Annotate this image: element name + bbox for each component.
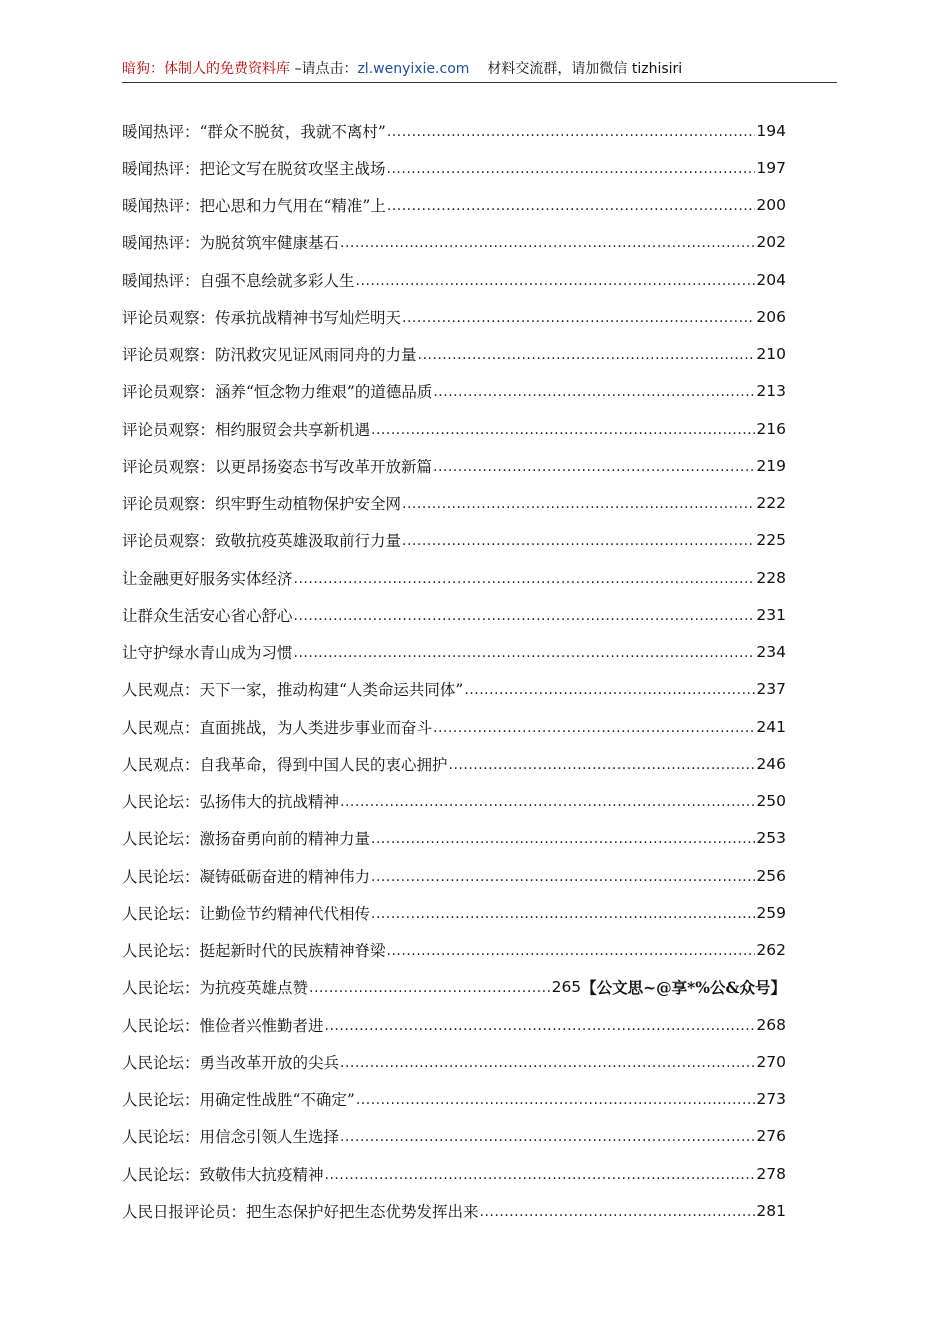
toc-entry[interactable] <box>122 485 786 522</box>
toc-entry-page: 246 <box>756 754 786 773</box>
toc-leader-dots <box>449 757 756 773</box>
toc-entry[interactable] <box>122 149 786 186</box>
toc-entry-title: 评论员观察：以更昂扬姿态书写改革开放新篇 <box>122 457 433 476</box>
toc-entry[interactable] <box>122 783 786 820</box>
toc-entry-page: 270 <box>756 1052 786 1071</box>
toc-leader-dots <box>371 831 755 847</box>
toc-entry-title: 评论员观察：致敬抗疫英雄汲取前行力量 <box>122 532 402 551</box>
toc-leader-dots <box>418 347 756 363</box>
toc-leader-dots <box>387 198 756 214</box>
toc-entry-title: 人民论坛：挺起新时代的民族精神脊梁 <box>122 942 386 961</box>
toc-entry-page: 219 <box>756 456 786 475</box>
toc-entry-title: 让群众生活安心省心舒心 <box>122 606 293 625</box>
toc-entry[interactable] <box>122 559 786 596</box>
page-header <box>122 58 837 83</box>
toc-entry-title: 人民观点：直面挑战，为人类进步事业而奋斗 <box>122 718 433 737</box>
toc-entry[interactable] <box>122 1118 786 1155</box>
toc-entry-title: 让金融更好服务实体经济 <box>122 569 293 588</box>
toc-entry[interactable] <box>122 1192 786 1229</box>
toc-entry-page: 213 <box>756 382 786 401</box>
toc-leader-dots <box>387 943 756 959</box>
toc-entry-page: 228 <box>756 568 786 587</box>
toc-entry-page: 250 <box>756 792 786 811</box>
toc-entry-title: 人民论坛：勇当改革开放的尖兵 <box>122 1053 340 1072</box>
toc-leader-dots <box>402 310 755 326</box>
toc-entry-title: 暖闻热评：把心思和力气用在“精准”上 <box>122 197 386 216</box>
toc-entry-page: 268 <box>756 1015 786 1034</box>
toc-entry-title: 人民论坛：惟俭者兴惟勤者进 <box>122 1016 324 1035</box>
toc-entry[interactable] <box>122 745 786 782</box>
toc-entry[interactable] <box>122 112 786 149</box>
toc-entry-title: 评论员观察：相约服贸会共享新机遇 <box>122 420 371 439</box>
toc-entry-page: 202 <box>756 233 786 252</box>
toc-leader-dots <box>402 496 755 512</box>
toc-entry-page: 259 <box>756 903 786 922</box>
toc-entry-page: 222 <box>756 494 786 513</box>
toc-leader-dots <box>340 794 755 810</box>
toc-entry[interactable] <box>122 596 786 633</box>
toc-entry-page: 237 <box>756 680 786 699</box>
toc-entry-title: 暖闻热评：为脱贫筑牢健康基石 <box>122 234 340 253</box>
toc-entry[interactable] <box>122 336 786 373</box>
toc-leader-dots <box>356 1092 756 1108</box>
toc-entry[interactable] <box>122 522 786 559</box>
toc-entry-page: 281 <box>756 1201 786 1220</box>
toc-leader-dots <box>402 533 755 549</box>
toc-entry-title: 人民论坛：用确定性战胜“不确定” <box>122 1091 355 1110</box>
toc-entry[interactable] <box>122 298 786 335</box>
toc-leader-dots <box>309 980 551 996</box>
toc-entry-page: 197 <box>756 158 786 177</box>
toc-leader-dots <box>480 1204 756 1220</box>
toc-entry[interactable] <box>122 857 786 894</box>
toc-entry[interactable] <box>122 1155 786 1192</box>
toc-entry[interactable] <box>122 187 786 224</box>
toc-entry-page: 276 <box>756 1127 786 1146</box>
toc-leader-dots <box>340 235 755 251</box>
toc-entry-title: 评论员观察：传承抗战精神书写灿烂明天 <box>122 308 402 327</box>
toc-entry[interactable] <box>122 634 786 671</box>
toc-entry-title: 暖闻热评：“群众不脱贫，我就不离村” <box>122 122 386 141</box>
toc-entry-page: 273 <box>756 1090 786 1109</box>
toc-entry-title: 评论员观察：织牢野生动植物保护安全网 <box>122 495 402 514</box>
site-label: 暗狗：体制人的免费资料库 <box>122 61 290 77</box>
toc-leader-dots <box>464 682 755 698</box>
site-url-link[interactable]: zl.wenyixie.com <box>357 61 470 77</box>
toc-entry-title: 评论员观察：防汛救灾见证风雨同舟的力量 <box>122 346 417 365</box>
toc-leader-dots <box>340 1129 755 1145</box>
toc-entry[interactable] <box>122 820 786 857</box>
toc-leader-dots <box>340 1055 755 1071</box>
toc-leader-dots <box>371 422 755 438</box>
toc-entry-page: 225 <box>756 531 786 550</box>
toc-entry-title: 人民论坛：用信念引领人生选择 <box>122 1128 340 1147</box>
toc-leader-dots <box>294 645 756 661</box>
toc-entry[interactable] <box>122 261 786 298</box>
toc-leader-dots <box>433 459 755 475</box>
toc-entry[interactable] <box>122 894 786 931</box>
toc-entry-page: 265 <box>551 978 582 997</box>
toc-entry[interactable] <box>122 447 786 484</box>
toc-entry-page: 253 <box>756 829 786 848</box>
toc-entry-page: 200 <box>756 196 786 215</box>
toc-entry-page: 194 <box>756 121 786 140</box>
toc-entry[interactable] <box>122 1043 786 1080</box>
toc-leader-dots <box>325 1167 756 1183</box>
toc-entry-title: 暖闻热评：自强不息绘就多彩人生 <box>122 271 355 290</box>
click-label: –请点击： <box>290 61 358 77</box>
toc-leader-dots <box>387 161 756 177</box>
toc-entry-page: 278 <box>756 1164 786 1183</box>
toc-leader-dots <box>294 608 756 624</box>
toc-entry-title: 人民论坛：为抗疫英雄点赞 <box>122 979 309 998</box>
toc-entry[interactable] <box>122 224 786 261</box>
toc-entry-page: 210 <box>756 345 786 364</box>
toc-entry[interactable] <box>122 1006 786 1043</box>
toc-entry-title: 人民论坛：致敬伟大抗疫精神 <box>122 1165 324 1184</box>
toc-entry[interactable] <box>122 708 786 745</box>
table-of-contents <box>122 112 786 1230</box>
toc-entry-title: 人民论坛：让勤俭节约精神代代相传 <box>122 904 371 923</box>
toc-entry-page: 262 <box>756 941 786 960</box>
toc-entry-page: 241 <box>756 717 786 736</box>
toc-entry-page: 206 <box>756 307 786 326</box>
toc-leader-dots <box>325 1018 756 1034</box>
toc-leader-dots <box>387 124 756 140</box>
toc-entry-page: 231 <box>756 605 786 624</box>
toc-entry-title: 让守护绿水青山成为习惯 <box>122 644 293 663</box>
toc-entry[interactable] <box>122 410 786 447</box>
toc-leader-dots <box>371 869 755 885</box>
toc-leader-dots <box>433 384 755 400</box>
toc-entry[interactable] <box>122 932 786 969</box>
toc-entry-page: 234 <box>756 643 786 662</box>
toc-entry-page: 216 <box>756 419 786 438</box>
toc-entry-title: 人民论坛：凝铸砥砺奋进的精神伟力 <box>122 867 371 886</box>
toc-entry[interactable] <box>122 671 786 708</box>
toc-entry-title: 人民论坛：激扬奋勇向前的精神力量 <box>122 830 371 849</box>
toc-entry-title: 人民观点：自我革命，得到中国人民的衷心拥护 <box>122 755 448 774</box>
toc-entry[interactable] <box>122 1081 786 1118</box>
toc-leader-dots <box>433 720 755 736</box>
toc-entry-title: 人民观点：天下一家，推动构建“人类命运共同体” <box>122 681 464 700</box>
toc-entry-title: 人民日报评论员：把生态保护好把生态优势发挥出来 <box>122 1202 479 1221</box>
toc-entry[interactable] <box>122 373 786 410</box>
toc-entry-title: 人民论坛：弘扬伟大的抗战精神 <box>122 793 340 812</box>
toc-leader-dots <box>356 273 756 289</box>
toc-entry-title: 评论员观察：涵养“恒念物力维艰”的道德品质 <box>122 383 433 402</box>
toc-entry-title: 暖闻热评：把论文写在脱贫攻坚主战场 <box>122 159 386 178</box>
toc-entry-page: 256 <box>756 866 786 885</box>
toc-leader-dots <box>294 571 756 587</box>
toc-entry-page: 204 <box>756 270 786 289</box>
wechat-label: 材料交流群，请加微信 tizhisiri <box>487 61 683 77</box>
toc-leader-dots <box>371 906 755 922</box>
toc-entry[interactable] <box>122 969 786 1006</box>
watermark-text: 【公文思~@享*%公&众号】 <box>581 978 786 998</box>
